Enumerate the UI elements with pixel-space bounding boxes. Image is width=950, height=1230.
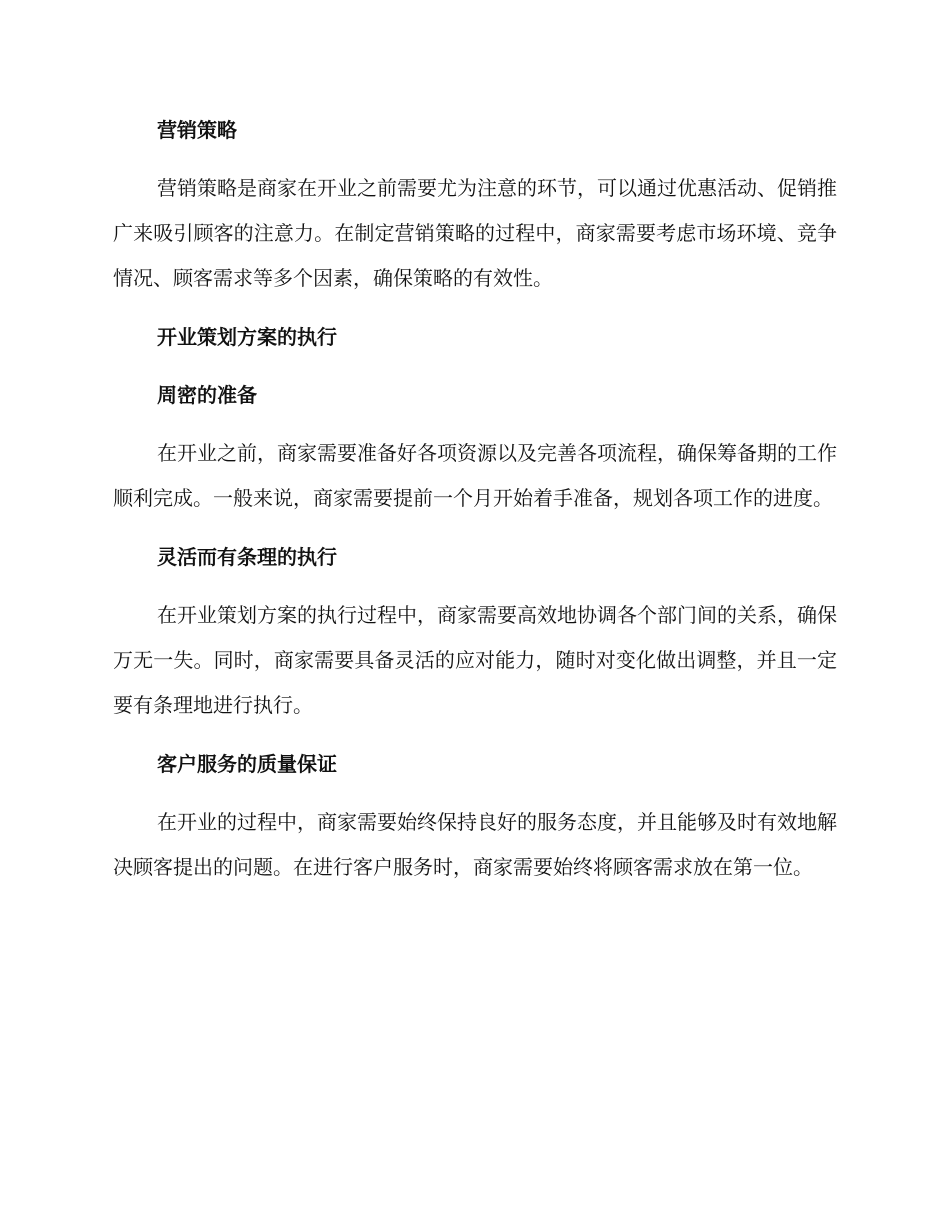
paragraph-service-quality: 在开业的过程中，商家需要始终保持良好的服务态度，并且能够及时有效地解决顾客提出的问题。在进行客户服务时，商家需要始终将顾客需求放在第一位。: [113, 810, 837, 879]
section-heading-service-quality: 客户服务的质量保证: [157, 752, 337, 776]
document-page: [113, 108, 837, 904]
section-heading-marketing-strategy: 营销策略: [157, 118, 237, 142]
paragraph-marketing-strategy: 营销策略是商家在开业之前需要尤为注意的环节，可以通过优惠活动、促销推广来吸引顾客的注意力。在制定营销策略的过程中，商家需要考虑市场环境、竞争情况、顾客需求等多个因素，确保策略的有效性。: [113, 176, 837, 290]
section-heading-thorough-preparation: 周密的准备: [157, 383, 257, 407]
paragraph-thorough-preparation: 在开业之前，商家需要准备好各项资源以及完善各项流程，确保筹备期的工作顺利完成。一般来说，商家需要提前一个月开始着手准备，规划各项工作的进度。: [113, 441, 837, 510]
paragraph-flexible-execution: 在开业策划方案的执行过程中，商家需要高效地协调各个部门间的关系，确保万无一失。同时，商家需要具备灵活的应对能力，随时对变化做出调整，并且一定要有条理地进行执行。: [113, 603, 837, 717]
section-heading-plan-execution: 开业策划方案的执行: [157, 325, 337, 349]
section-heading-flexible-execution: 灵活而有条理的执行: [157, 545, 337, 569]
